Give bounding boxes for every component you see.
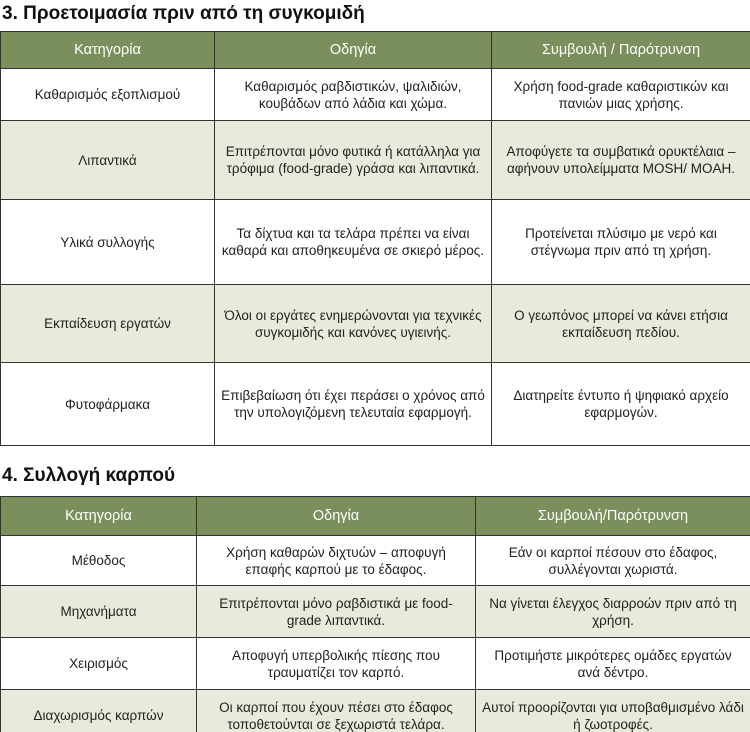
harvest-preparation-table [0, 31, 750, 446]
section-3-title: 3. Προετοιμασία πριν από τη συγκομιδή [2, 3, 365, 24]
tip-cell: Ο γεωπόνος μπορεί να κάνει ετήσια εκπαίδευση πεδίου. [492, 285, 750, 363]
tip-cell: Χρήση food-grade καθαριστικών και πανιών μιας χρήσης. [492, 69, 750, 121]
instruction-cell: Αποφυγή υπερβολικής πίεσης που τραυματίζει τον καρπό. [197, 638, 476, 690]
tip-cell: Προτιμήστε μικρότερες ομάδες εργατών ανά δέντρο. [476, 638, 750, 690]
instruction-cell: Επιτρέπονται μόνο φυτικά ή κατάλληλα για τρόφιμα (food-grade) γράσα και λιπαντικά. [215, 121, 492, 200]
header-category: Κατηγορία [1, 32, 215, 69]
header-tip: Συμβουλή/Παρότρυνση [476, 497, 750, 536]
instruction-cell: Χρήση καθαρών διχτυών – αποφυγή επαφής καρπού με το έδαφος. [197, 536, 476, 586]
tip-cell: Να γίνεται έλεγχος διαρροών πριν από τη χρήση. [476, 586, 750, 638]
header-instruction: Οδηγία [215, 32, 492, 69]
category-cell: Εκπαίδευση εργατών [1, 285, 215, 363]
table-row [1, 638, 750, 690]
fruit-collection-table [0, 496, 750, 732]
tip-cell: Προτείνεται πλύσιμο με νερό και στέγνωμα πριν από τη χρήση. [492, 200, 750, 285]
table-row [1, 586, 750, 638]
header-instruction: Οδηγία [197, 497, 476, 536]
category-cell: Χειρισμός [1, 638, 197, 690]
table-row [1, 536, 750, 586]
instruction-cell: Όλοι οι εργάτες ενημερώνονται για τεχνικές συγκομιδής και κανόνες υγιεινής. [215, 285, 492, 363]
table-row [1, 285, 750, 363]
category-cell: Καθαρισμός εξοπλισμού [1, 69, 215, 121]
category-cell: Λιπαντικά [1, 121, 215, 200]
category-cell: Μέθοδος [1, 536, 197, 586]
table-row [1, 200, 750, 285]
table-row [1, 363, 750, 446]
instruction-cell: Επιτρέπονται μόνο ραβδιστικά με food-grade λιπαντικά. [197, 586, 476, 638]
table-row [1, 121, 750, 200]
header-category: Κατηγορία [1, 497, 197, 536]
instruction-cell: Τα δίχτυα και τα τελάρα πρέπει να είναι καθαρά και αποθηκευμένα σε σκιερό μέρος. [215, 200, 492, 285]
instruction-cell: Επιβεβαίωση ότι έχει περάσει ο χρόνος από την υπολογιζόμενη τελευταία εφαρμογή. [215, 363, 492, 446]
category-cell: Μηχανήματα [1, 586, 197, 638]
category-cell: Υλικά συλλογής [1, 200, 215, 285]
section-4-title: 4. Συλλογή καρπού [2, 465, 176, 486]
tip-cell: Διατηρείτε έντυπο ή ψηφιακό αρχείο εφαρμογών. [492, 363, 750, 446]
tip-cell: Εάν οι καρποί πέσουν στο έδαφος, συλλέγονται χωριστά. [476, 536, 750, 586]
category-cell: Διαχωρισμός καρπών [1, 690, 197, 732]
tip-cell: Αυτοί προορίζονται για υποβαθμισμένο λάδι ή ζωοτροφές. [476, 690, 750, 732]
header-tip: Συμβουλή / Παρότρυνση [492, 32, 750, 69]
instruction-cell: Οι καρποί που έχουν πέσει στο έδαφος τοποθετούνται σε ξεχωριστά τελάρα. [197, 690, 476, 732]
table-row [1, 69, 750, 121]
category-cell: Φυτοφάρμακα [1, 363, 215, 446]
tip-cell: Αποφύγετε τα συμβατικά ορυκτέλαια – αφήνουν υπολείμματα MOSH/ MOAH. [492, 121, 750, 200]
table-header-row [1, 497, 750, 536]
instruction-cell: Καθαρισμός ραβδιστικών, ψαλιδιών, κουβάδων από λάδια και χώμα. [215, 69, 492, 121]
table-row [1, 690, 750, 732]
table-header-row [1, 32, 750, 69]
